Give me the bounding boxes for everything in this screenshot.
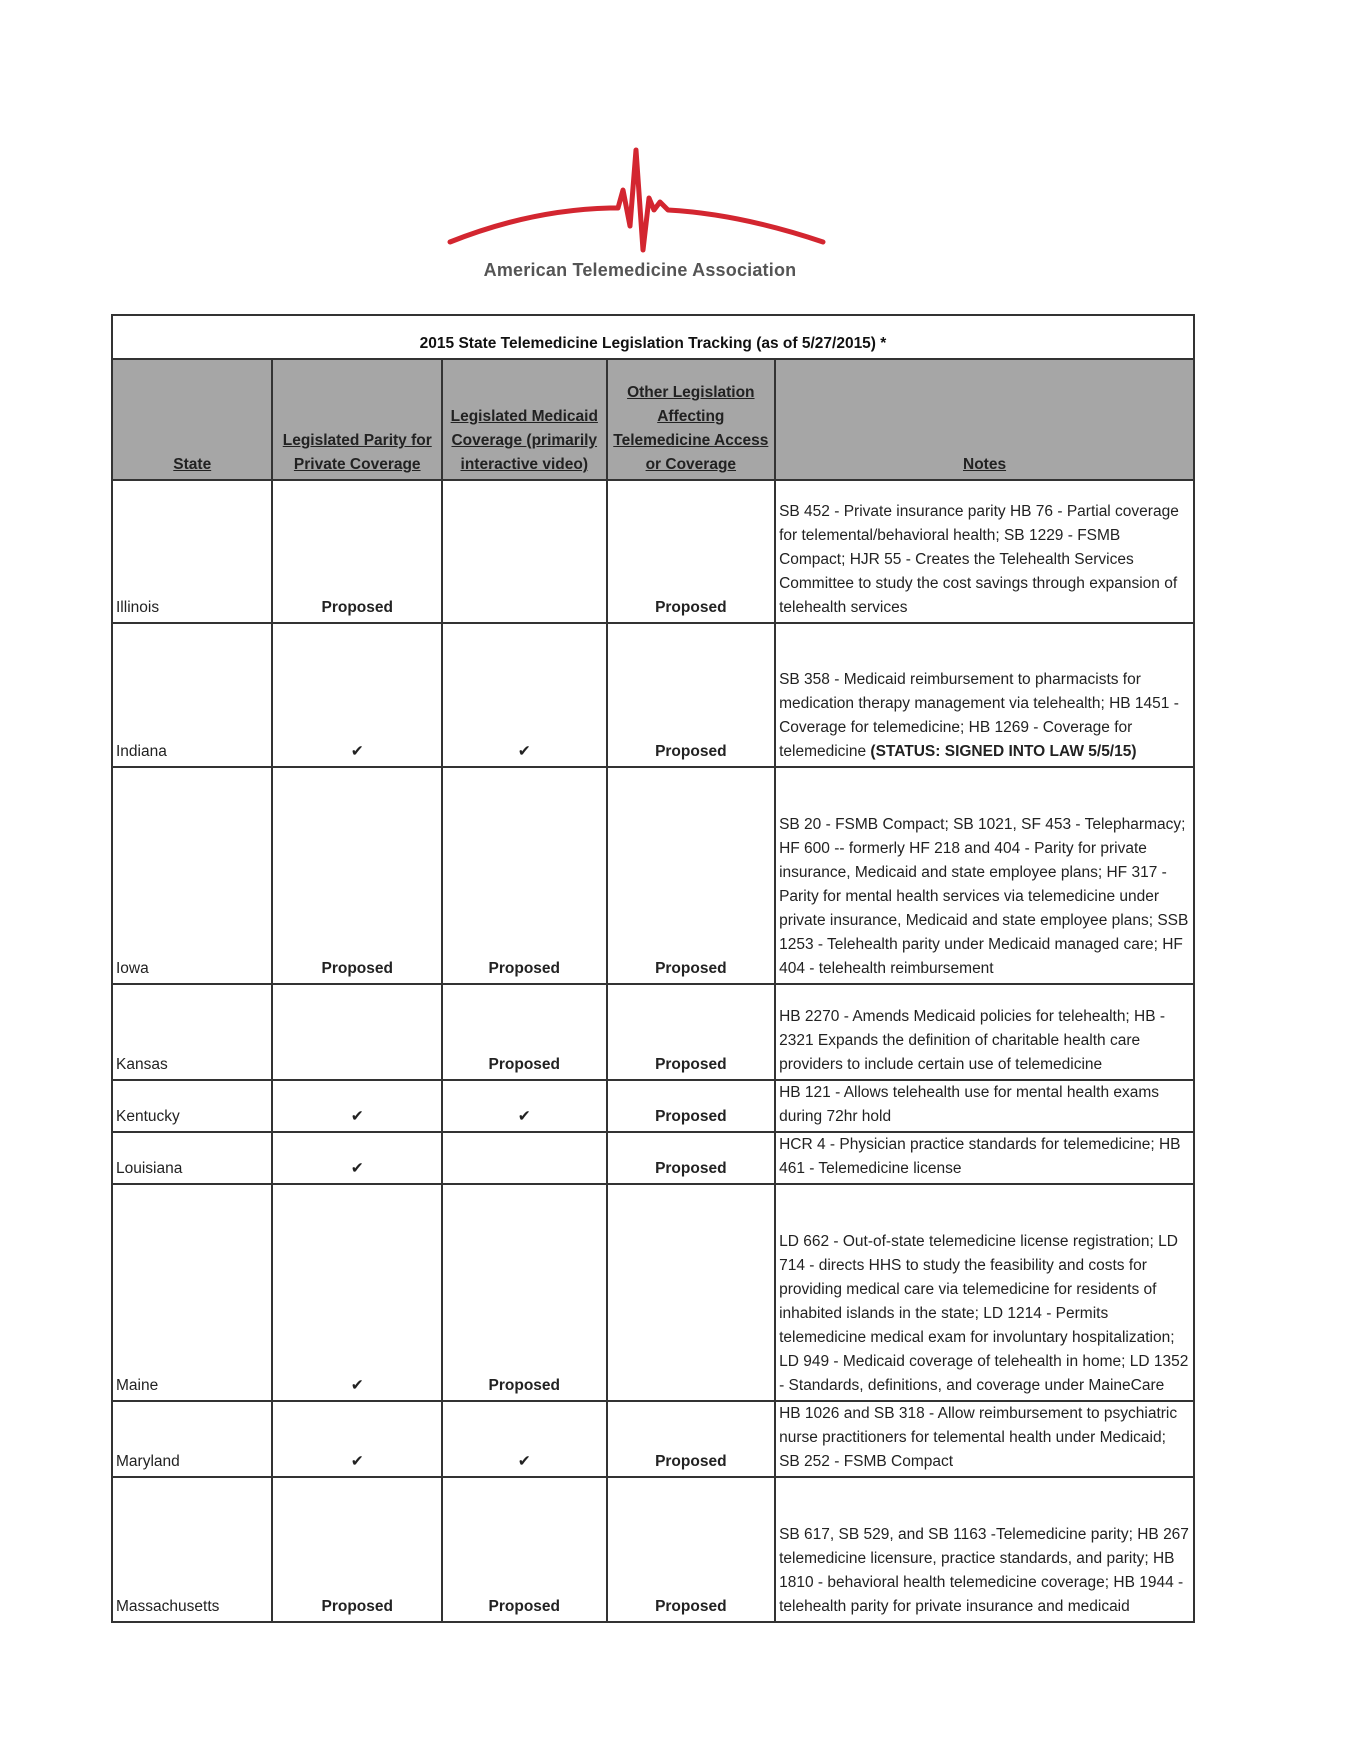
- medicaid-coverage-cell: ✔: [442, 623, 607, 767]
- column-header-medicaid-coverage: Legislated Medicaid Coverage (primarily interactive video): [442, 359, 607, 480]
- medicaid-coverage-cell: Proposed: [442, 1477, 607, 1622]
- notes-text: SB 617, SB 529, and SB 1163 -Telemedicine parity; HB 267 telemedicine licensure, practice standards, and parity; HB 1810 - behavioral health telemedicine coverage; HB 1944 - telehealth parity for private insurance and medicaid: [779, 1526, 1189, 1615]
- private-parity-cell: ✔: [272, 623, 442, 767]
- column-header-state: State: [112, 359, 272, 480]
- state-cell: Iowa: [112, 767, 272, 984]
- medicaid-coverage-cell: [442, 1132, 607, 1184]
- other-legislation-cell: Proposed: [607, 1132, 776, 1184]
- table-row: [112, 1184, 1194, 1401]
- private-parity-cell: Proposed: [272, 767, 442, 984]
- org-name: American Telemedicine Association: [483, 260, 797, 280]
- other-legislation-cell: Proposed: [607, 1401, 776, 1477]
- other-legislation-cell: Proposed: [607, 623, 776, 767]
- column-header-notes: Notes: [775, 359, 1194, 480]
- medicaid-coverage-cell: Proposed: [442, 767, 607, 984]
- private-parity-cell: ✔: [272, 1401, 442, 1477]
- notes-text: LD 662 - Out-of-state telemedicine license registration; LD 714 - directs HHS to study the feasibility and costs for providing medical care via telemedicine for residents of inhabited islands in the state; LD 1214 - Permits telemedicine medical exam for involuntary hospitalization; LD 949 - Medicaid coverage of telehealth in home; LD 1352 - Standards, definitions, and coverage under MaineCare: [779, 1233, 1189, 1394]
- state-cell: Massachusetts: [112, 1477, 272, 1622]
- legislation-table: [111, 314, 1195, 1623]
- state-cell: Illinois: [112, 480, 272, 623]
- notes-cell: [775, 767, 1194, 984]
- private-parity-cell: ✔: [272, 1132, 442, 1184]
- medicaid-coverage-cell: ✔: [442, 1080, 607, 1132]
- table-row: [112, 480, 1194, 623]
- state-cell: Maryland: [112, 1401, 272, 1477]
- table-row: [112, 1401, 1194, 1477]
- state-cell: Kansas: [112, 984, 272, 1080]
- private-parity-cell: ✔: [272, 1080, 442, 1132]
- notes-cell: [775, 1080, 1194, 1132]
- table-row: [112, 1477, 1194, 1622]
- table-row: [112, 623, 1194, 767]
- notes-text: HB 1026 and SB 318 - Allow reimbursement to psychiatric nurse practitioners for telemental health under Medicaid; SB 252 - FSMB Compact: [779, 1405, 1178, 1470]
- notes-cell: [775, 1132, 1194, 1184]
- private-parity-cell: [272, 984, 442, 1080]
- ata-logo: [440, 140, 840, 290]
- table-row: [112, 767, 1194, 984]
- column-header-private-parity: Legislated Parity for Private Coverage: [272, 359, 442, 480]
- other-legislation-cell: Proposed: [607, 1477, 776, 1622]
- state-cell: Kentucky: [112, 1080, 272, 1132]
- medicaid-coverage-cell: [442, 480, 607, 623]
- notes-text: HCR 4 - Physician practice standards for telemedicine; HB 461 - Telemedicine license: [779, 1136, 1181, 1177]
- state-cell: Maine: [112, 1184, 272, 1401]
- table-row: [112, 1080, 1194, 1132]
- other-legislation-cell: Proposed: [607, 767, 776, 984]
- notes-cell: [775, 1477, 1194, 1622]
- other-legislation-cell: Proposed: [607, 480, 776, 623]
- column-header-other-legislation: Other Legislation Affecting Telemedicine Access or Coverage: [607, 359, 776, 480]
- table-row: [112, 984, 1194, 1080]
- notes-cell: [775, 984, 1194, 1080]
- notes-text: SB 20 - FSMB Compact; SB 1021, SF 453 - Telepharmacy; HF 600 -- formerly HF 218 and 404 - Parity for private insurance, Medicaid and state employee plans; HF 317 - Parity for mental health services via telemedicine under private insurance, Medicaid and state employee plans; SSB 1253 - Telehealth parity under Medicaid managed care; HF 404 - telehealth reimbursement: [779, 816, 1189, 977]
- other-legislation-cell: Proposed: [607, 984, 776, 1080]
- notes-text: HB 121 - Allows telehealth use for mental health exams during 72hr hold: [779, 1084, 1160, 1125]
- other-legislation-cell: [607, 1184, 776, 1401]
- notes-text: SB 452 - Private insurance parity HB 76 - Partial coverage for telemental/behavioral health; SB 1229 - FSMB Compact; HJR 55 - Creates the Telehealth Services Committee to study the cost savings through expansion of telehealth services: [779, 503, 1179, 616]
- table-title: 2015 State Telemedicine Legislation Tracking (as of 5/27/2015) *: [112, 315, 1194, 359]
- notes-text: SB 358 - Medicaid reimbursement to pharmacists for medication therapy management via telehealth; HB 1451 - Coverage for telemedicine; HB 1269 - Coverage for telemedicine: [779, 671, 1179, 760]
- medicaid-coverage-cell: ✔: [442, 1401, 607, 1477]
- notes-text: HB 2270 - Amends Medicaid policies for telehealth; HB - 2321 Expands the definition of charitable health care providers to include certain use of telemedicine: [779, 1008, 1166, 1073]
- medicaid-coverage-cell: Proposed: [442, 1184, 607, 1401]
- status-note: (STATUS: SIGNED INTO LAW 5/5/15): [870, 743, 1137, 760]
- private-parity-cell: Proposed: [272, 1477, 442, 1622]
- notes-cell: [775, 1184, 1194, 1401]
- notes-cell: [775, 480, 1194, 623]
- private-parity-cell: Proposed: [272, 480, 442, 623]
- notes-cell: [775, 1401, 1194, 1477]
- heartbeat-logo-icon: [440, 140, 840, 260]
- table-row: [112, 1132, 1194, 1184]
- notes-cell: [775, 623, 1194, 767]
- state-cell: Louisiana: [112, 1132, 272, 1184]
- medicaid-coverage-cell: Proposed: [442, 984, 607, 1080]
- state-cell: Indiana: [112, 623, 272, 767]
- other-legislation-cell: Proposed: [607, 1080, 776, 1132]
- private-parity-cell: ✔: [272, 1184, 442, 1401]
